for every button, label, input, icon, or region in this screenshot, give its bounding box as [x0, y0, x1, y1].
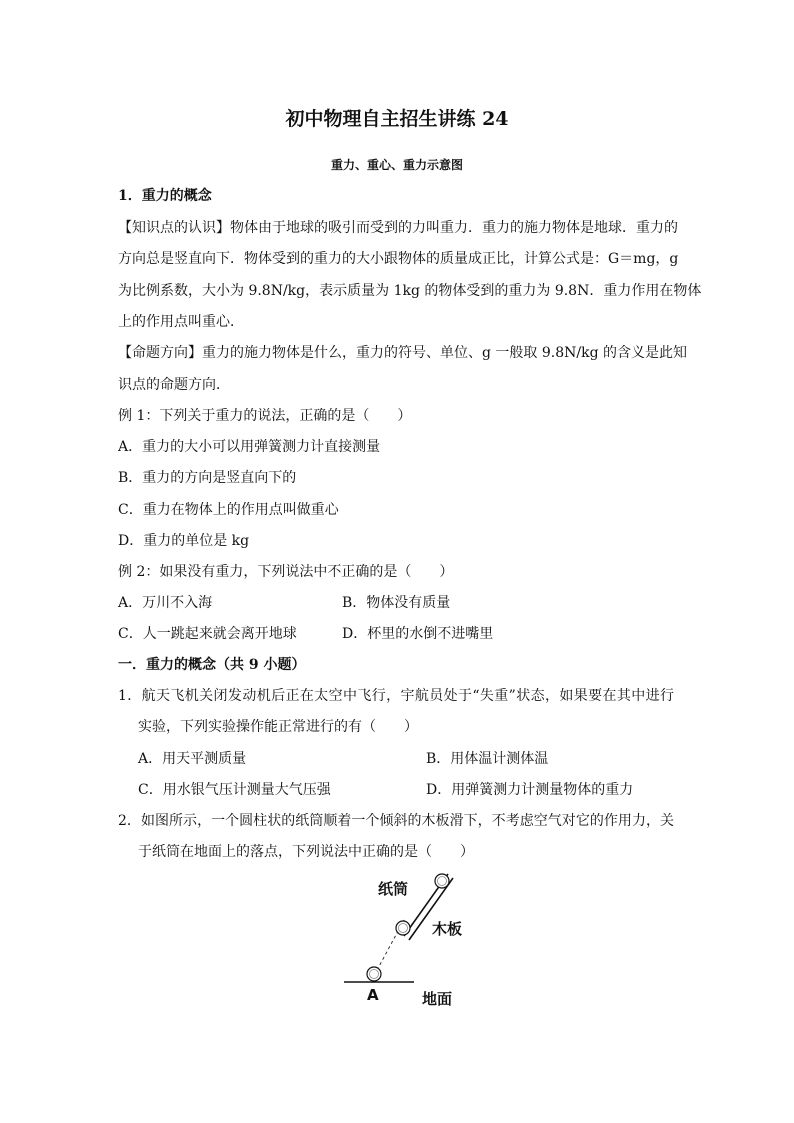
question-1-option-c: C．用水银气压计测量大气压强 — [138, 782, 331, 798]
incline-figure — [338, 868, 478, 1008]
example-1-option-b: B．重力的方向是竖直向下的 — [118, 470, 297, 486]
example-2-question: 例 2：如果没有重力，下列说法中不正确的是（ ） — [118, 564, 454, 580]
example-1-option-a: A．重力的大小可以用弹簧测力计直接测量 — [118, 439, 381, 455]
question-1-line-1: 1．航天飞机关闭发动机后正在太空中飞行，宇航员处于“失重”状态，如果要在其中进行 — [118, 688, 674, 704]
page-title: 初中物理自主招生讲练 24 — [285, 108, 509, 130]
label-paper-tube: 纸筒 — [378, 880, 409, 898]
example-2-option-d: D．杯里的水倒不进嘴里 — [342, 626, 494, 642]
knowledge-line-2: 方向总是竖直向下．物体受到的重力的大小跟物体的质量成正比，计算公式是：G＝mg，g — [118, 251, 679, 267]
knowledge-line-3: 为比例系数，大小为 9.8N/kg，表示质量为 1kg 的物体受到的重力为 9.8N．重力作用在物体 — [118, 283, 702, 299]
question-1-option-d: D．用弹簧测力计测量物体的重力 — [426, 782, 634, 798]
knowledge-line-1: 【知识点的认识】物体由于地球的吸引而受到的力叫重力．重力的施力物体是地球．重力的 — [118, 220, 678, 236]
knowledge-line-4: 上的作用点叫重心． — [118, 314, 244, 330]
question-1-line-2: 实验，下列实验操作能正常进行的有（ ） — [138, 719, 418, 735]
example-2-option-b: B．物体没有质量 — [342, 595, 451, 611]
question-1-option-b: B．用体温计测体温 — [426, 751, 549, 767]
example-1-option-d: D．重力的单位是 kg — [118, 533, 250, 549]
label-wooden-board: 木板 — [432, 920, 463, 938]
question-2-line-1: 2．如图所示，一个圆柱状的纸筒顺着一个倾斜的木板滑下，不考虑空气对它的作用力，关 — [118, 813, 674, 829]
example-1-question: 例 1：下列关于重力的说法，正确的是（ ） — [118, 408, 412, 424]
example-2-option-c: C．人一跳起来就会离开地球 — [118, 626, 297, 642]
question-2-line-2: 于纸筒在地面上的落点，下列说法中正确的是（ ） — [138, 844, 474, 860]
part-1-heading: 一．重力的概念（共 9 小题） — [118, 657, 306, 673]
direction-line-2: 识点的命题方向． — [118, 377, 230, 393]
example-2-option-a: A．万川不入海 — [118, 595, 213, 611]
page-subtitle: 重力、重心、重力示意图 — [330, 158, 463, 172]
section-heading-gravity-concept: 1．重力的概念 — [118, 188, 212, 204]
question-1-option-a: A．用天平测质量 — [138, 751, 247, 767]
direction-line-1: 【命题方向】重力的施力物体是什么，重力的符号、单位、g 一般取 9.8N/kg 的含义是此知 — [118, 345, 687, 361]
example-1-option-c: C．重力在物体上的作用点叫做重心 — [118, 502, 339, 518]
label-point-a: A — [367, 986, 379, 1004]
label-ground: 地面 — [422, 990, 453, 1008]
